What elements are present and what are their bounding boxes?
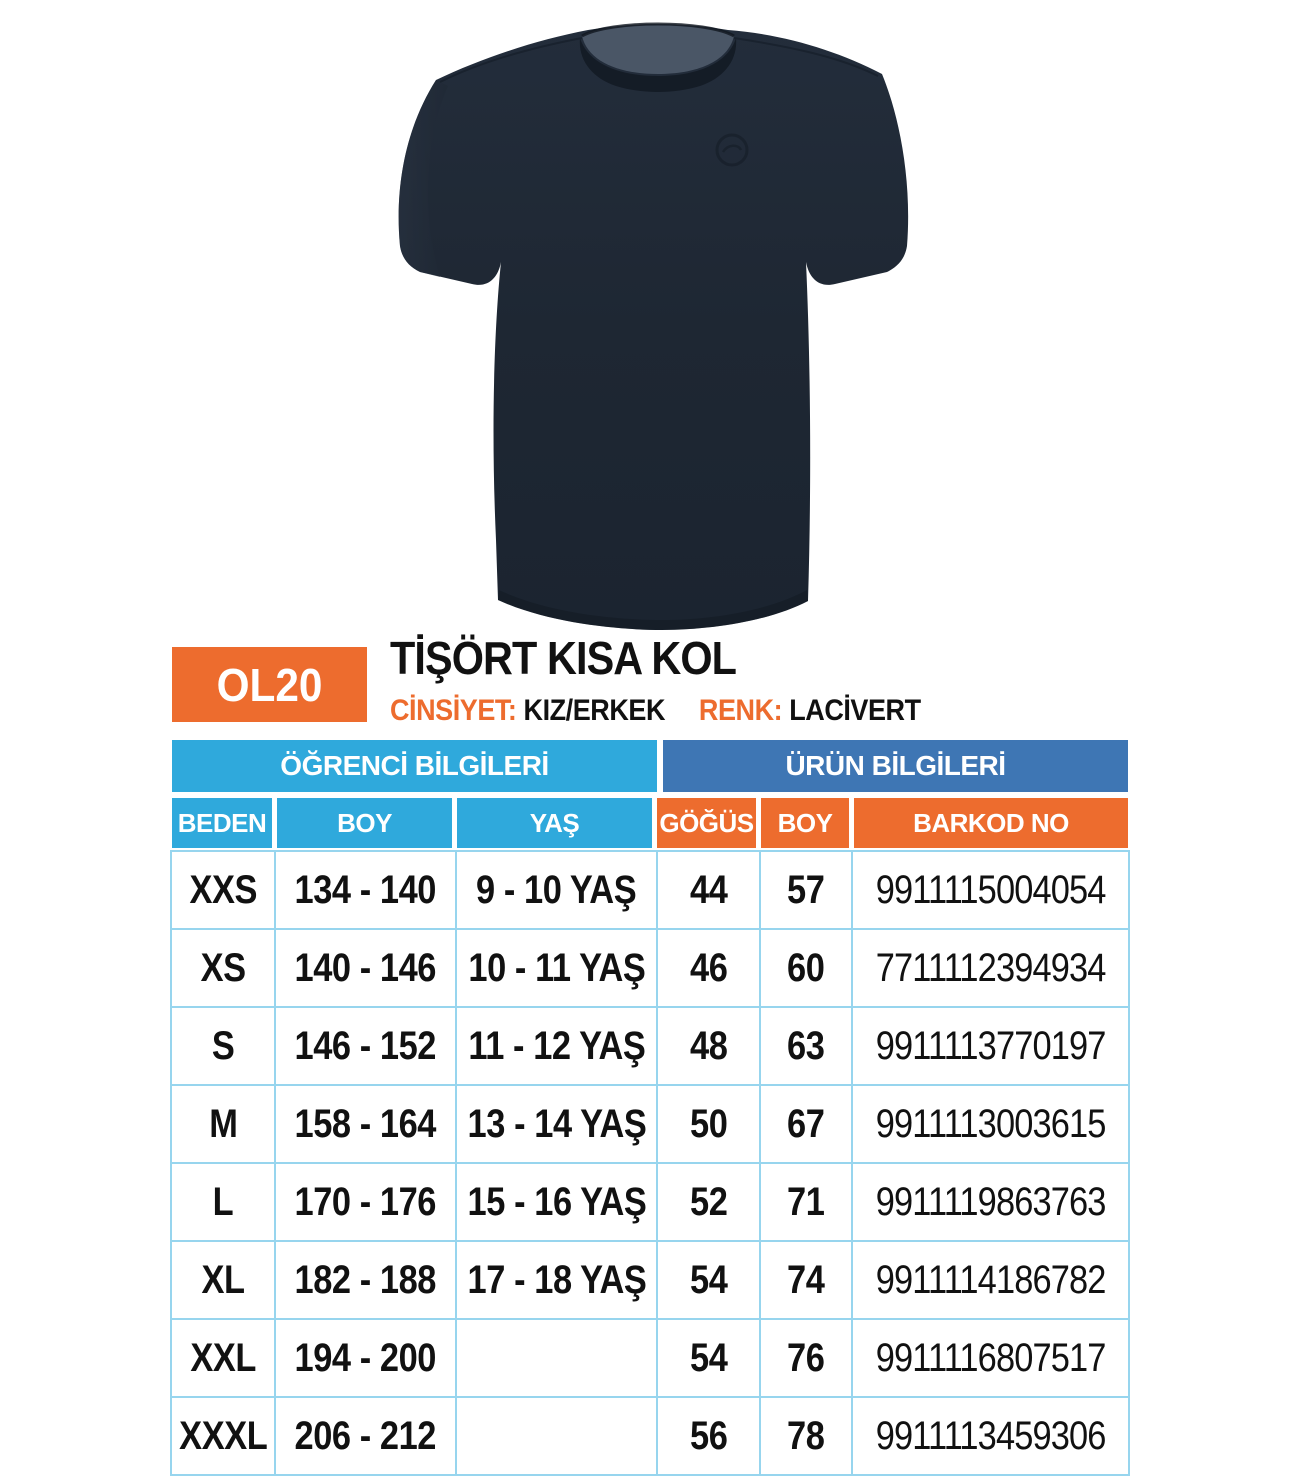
table-group-header (172, 740, 1128, 792)
column-header-barkod: BARKOD NO (854, 798, 1128, 848)
table-cell: 134 - 140 (276, 852, 455, 928)
table-cell: 11 - 12 YAŞ (457, 1008, 656, 1084)
table-cell: 9911116807517 (853, 1320, 1128, 1396)
product-subtitle (390, 694, 921, 728)
gender-value: KIZ/ERKEK (523, 694, 666, 727)
table-cell (457, 1398, 656, 1474)
table-cell: 15 - 16 YAŞ (457, 1164, 656, 1240)
table-cell: 54 (658, 1242, 759, 1318)
column-header-yas: YAŞ (457, 798, 652, 848)
color-label: RENK: (698, 694, 783, 727)
table-cell: 13 - 14 YAŞ (457, 1086, 656, 1162)
group-header-student-info: ÖĞRENCİ BİLGİLERİ (172, 740, 657, 792)
table-cell: XXS (172, 852, 274, 928)
column-header-beden: BEDEN (172, 798, 272, 848)
group-header-product-info: ÜRÜN BİLGİLERİ (663, 740, 1128, 792)
table-cell: 46 (658, 930, 759, 1006)
color-value: LACİVERT (789, 694, 921, 727)
table-cell: XXL (172, 1320, 274, 1396)
table-cell: XS (172, 930, 274, 1006)
table-cell: 78 (761, 1398, 851, 1474)
table-cell: 9911113459306 (853, 1398, 1128, 1474)
table-cell: 50 (658, 1086, 759, 1162)
size-table-body (170, 850, 1130, 1476)
gender-label: CİNSİYET: (390, 694, 517, 727)
table-cell: 206 - 212 (276, 1398, 455, 1474)
table-cell: 54 (658, 1320, 759, 1396)
table-cell (457, 1320, 656, 1396)
table-cell: 17 - 18 YAŞ (457, 1242, 656, 1318)
table-cell: 67 (761, 1086, 851, 1162)
table-cell: 63 (761, 1008, 851, 1084)
table-cell: 7711112394934 (853, 930, 1128, 1006)
table-cell: 9911113770197 (853, 1008, 1128, 1084)
column-header-boy: BOY (277, 798, 452, 848)
tshirt-photo (330, 0, 990, 655)
table-cell: 170 - 176 (276, 1164, 455, 1240)
table-cell: 194 - 200 (276, 1320, 455, 1396)
table-cell: 71 (761, 1164, 851, 1240)
column-header-boy2: BOY (761, 798, 849, 848)
table-cell: L (172, 1164, 274, 1240)
table-cell: 60 (761, 930, 851, 1006)
table-cell: 9911119863763 (853, 1164, 1128, 1240)
table-cell: 56 (658, 1398, 759, 1474)
column-header-gogus: GÖĞÜS (657, 798, 756, 848)
table-cell: 48 (658, 1008, 759, 1084)
table-column-header (172, 798, 1128, 848)
table-cell: 9911114186782 (853, 1242, 1128, 1318)
product-title: TİŞÖRT KISA KOL (390, 632, 737, 684)
table-cell: 9911115004054 (853, 852, 1128, 928)
table-cell: 57 (761, 852, 851, 928)
table-cell: XL (172, 1242, 274, 1318)
table-cell: 158 - 164 (276, 1086, 455, 1162)
table-cell: 10 - 11 YAŞ (457, 930, 656, 1006)
table-cell: 74 (761, 1242, 851, 1318)
table-cell: 76 (761, 1320, 851, 1396)
tshirt-illustration (330, 0, 990, 660)
table-cell: XXXL (172, 1398, 274, 1474)
table-cell: 9 - 10 YAŞ (457, 852, 656, 928)
table-cell: 52 (658, 1164, 759, 1240)
table-cell: S (172, 1008, 274, 1084)
table-cell: 9911113003615 (853, 1086, 1128, 1162)
table-cell: 146 - 152 (276, 1008, 455, 1084)
table-cell: 182 - 188 (276, 1242, 455, 1318)
table-cell: 140 - 146 (276, 930, 455, 1006)
product-code-badge (172, 647, 367, 722)
table-cell: 44 (658, 852, 759, 928)
product-code: OL20 (216, 658, 323, 711)
table-cell: M (172, 1086, 274, 1162)
